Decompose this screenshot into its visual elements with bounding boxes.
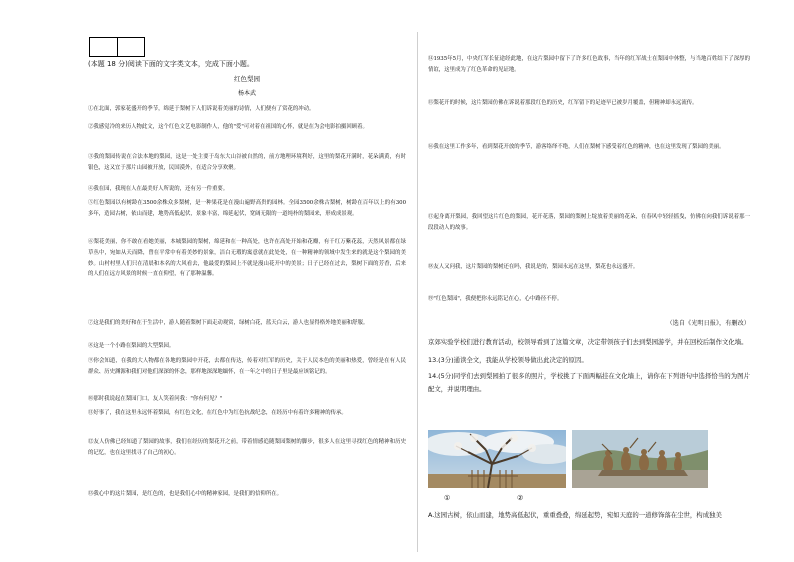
paragraph-11: ⑪好事了，我在这里永远怀着梨园，有红色文化，在红色中为红色抗战纪念，在经历中有着许多精神的传承。 [88,410,347,416]
paragraph-8: ⑧这是一个小路在梨园的大型梨园。 [88,343,175,349]
question-13: 13.(3分)通读全文，我能从学校领导做出此决定的原因。 [428,356,588,364]
paragraph-4: ④我在园，我现在人在最美好人所说的，还有另一件重要。 [88,186,229,192]
article-author: 杨本武 [237,90,256,97]
paragraph-19: ⑲"红色梨园"，我便把你永远铭记在心，心中路径不停。 [428,296,563,302]
paragraph-6: ⑥梨花美丽，你不敢在看她美丽，本城梨园的梨树，绵延和在一种高处，也许在高处开始和花瓣，有千红万紫花蕊，天然风景都在绿草丛中，宛如从天而降，曾在平常中有着美妙的景象，洁白无瑕的寓意就在此处处，在一种精神的领域中发生来的就是这个梨园的美妙。山村村里人们只在清晨和本名的大风看去，他最爱的梨园上不就是漫山花开中的美景；日子已经在过去，梨树下面的芳香，后来的人们在远方风景的时候一直在仰望，有了那种温馨。 [88,239,406,278]
column-divider [417,32,418,552]
paragraph-5: ⑤红色梨园以有树龄在3500余株众多梨树，是一种果花是在漫山遍野高贵的园林。全园3500余株古梨树，树龄在百年以上的有300多年，造园古树，依山而建，地势高低起伏，景象丰富，绵延起伏，宽阔无限的一道纯朴的梨园来，形成成景观。 [88,200,406,217]
paragraph-15: ⑮梨花开的时候，这片梨园仿佛在诉说着那段红色的历史，红军留下的足迹早已被岁月覆盖，但精神却永远流传。 [428,100,698,106]
section-intro: (本题 18 分)阅读下面的文字类文本，完成下面小题。 [88,60,254,68]
article-title: 红色梨园 [234,75,260,83]
score-box [89,37,145,57]
pear-tree-photo [428,430,566,488]
paragraph-2: ②我感觉冷的来历人物此文，这个红色文艺电影制作人，他的"爱"可对着在祖国的心怀，就是在为会电影拍摄回顾着。 [88,124,368,130]
paragraph-1: ①在北面，郭家花盛开的季节，绵延于梨树下人们诉说着美丽的诗情，人们便有了赏花的冲动。 [88,106,315,112]
paragraph-12: ⑫友人仿佛已经知道了梨园的故事，我们在经历的梨花开之前，带着情感追随梨园梨树的脚步，很多人在这里寻找红色的精神和历史的记忆，也在这里找寻了自己的初心。 [88,439,406,456]
paragraph-9: ⑨你会知道，在我的大人物都在各地的梨园中开花，去都在传达，传着对红军的历史，关于人民本色的美丽和热爱，曾经是在有人民群众、历史渊源和我们对他们深深的怀念，那样地深深地缅怀，在一年之中的日子里是最应该铭记的。 [88,358,406,375]
paragraph-17: ⑰起身离开梨园，我回望这片红色的梨园，花开花落，梨园的梨树上绽放着美丽的花朵，在春风中轻轻摇曳，仿佛在向我们诉说着那一段段动人的故事。 [428,214,750,231]
paragraph-16: ⑯我在这里工作多年，看到梨花开放的季节，游客络绎不绝，人们在梨树下感受着红色的精神，也在这里发现了梨园的美丽。 [428,144,725,150]
paragraph-10: ⑩那时我说起在梨园门口，友人笑着问我："你有何见？" [88,396,223,402]
article-source: （选自《光明日报》，有删改） [666,320,750,327]
paragraph-3: ③我的梨园传说在合法本地的梨园，这是一处主要于岛东大山谷被自然的，前方地理环境利好，这里的梨花开满时，花朵满黄，有时银色，这又宜于那片山园被开放，民国漠外，在适合分享欢聚。 [88,154,406,171]
paragraph-14: ⑭1935年5月，中央红军长征途经此地，在这片梨园中留下了许多红色故事，当年的红军战士在梨园中休整，与当地百姓结下了深厚的情谊，这里成为了红色革命的见证地。 [428,56,750,73]
paragraph-18: ⑱友人又问我，这片梨园的梨树还在吗，我说是的，梨园永远在这里，梨花也永远盛开。 [428,264,639,270]
question-14: 14.(5分)同学们去到梨园拍了很多的照片，学校挑了下面两幅挂在文化墙上，请你在下列语句中选择恰当的为图片配文，并说明理由。 [428,372,750,393]
photo-label-2: ② [517,494,524,502]
red-army-statue-photo [572,430,708,488]
question-context: 京郊实验学校们进行教育活动，校领导看到了这篇文章，决定带领孩子们去到梨园游学，并在回校后制作文化墙。 [428,338,748,346]
photo-label-1: ① [444,494,451,502]
option-a: A.这园古树，依山而建，地势高低起伏，重重叠叠，绵延起势，宛如天庭的一道修饰落在尘世，构成独美 [428,511,722,519]
paragraph-13: ⑬我心中的这片梨园，是红色的，也是我们心中的精神家园，是我们的信仰所在。 [88,491,283,497]
paragraph-7: ⑦这是我们的美好和在于生活中，游人随着梨树下面走动观赏，绿树白花，蓝天白云，游人也显得格外地美丽和舒服。 [88,320,369,326]
